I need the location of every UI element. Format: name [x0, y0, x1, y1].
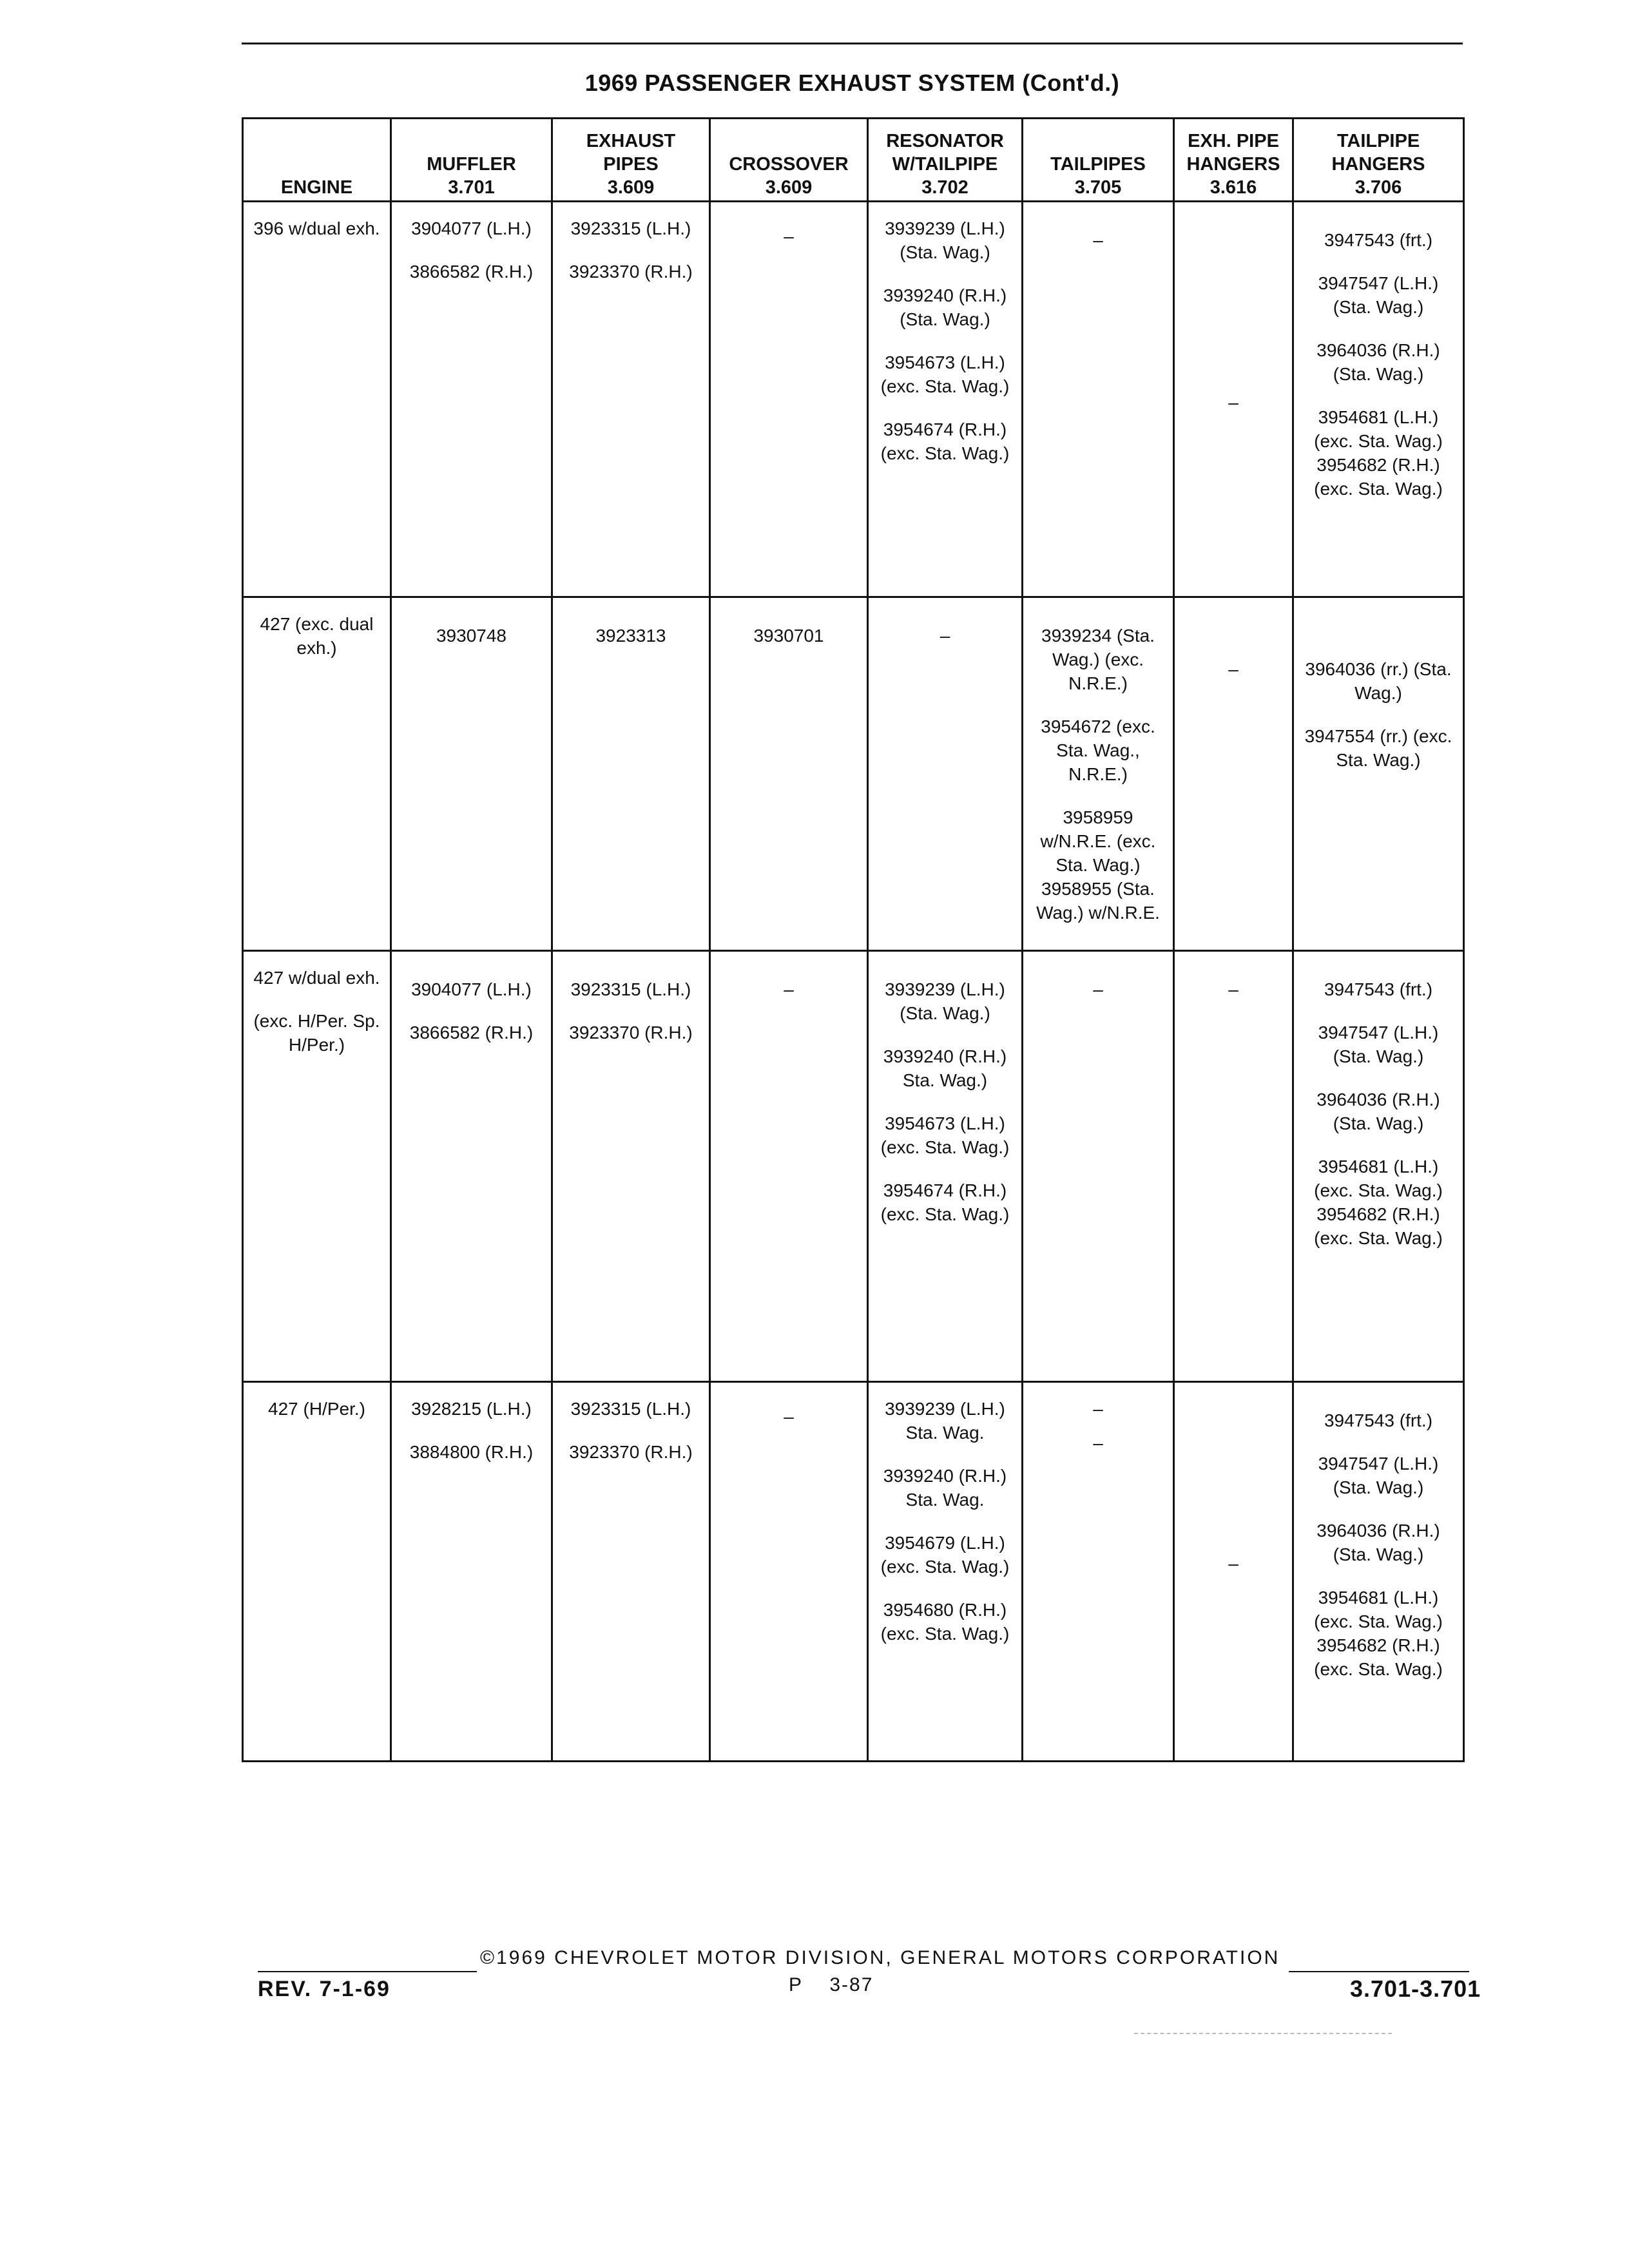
header-exh-pipe-hangers: EXH. PIPE HANGERS 3.616 [1174, 119, 1293, 202]
exhaust-parts-table [242, 117, 1465, 1762]
header-tailpipe-hangers: TAILPIPE HANGERS 3.706 [1293, 119, 1464, 202]
exh-pipe-hangers-cell: – [1174, 951, 1293, 1382]
header-resonator: RESONATOR W/TAILPIPE 3.702 [868, 119, 1023, 202]
resonator-cell: 3939239 (L.H.) (Sta. Wag.) 3939240 (R.H.) Sta. Wag.) 3954673 (L.H.) (exc. Sta. Wag.) 3954674 (R.H.) (exc. Sta. Wag.) [868, 951, 1023, 1382]
tailpipe-hangers-cell: 3964036 (rr.) (Sta. Wag.) 3947554 (rr.) (exc. Sta. Wag.) [1293, 597, 1464, 951]
header-engine: ENGINE [243, 119, 391, 202]
table-row [243, 202, 1464, 597]
page-number: P 3-87 [789, 1974, 874, 1995]
section-number: 3.701-3.701 [1350, 1975, 1481, 2002]
crossover-cell: 3930701 [710, 597, 868, 951]
tailpipes-cell: – [1023, 202, 1174, 597]
table-row [243, 1382, 1464, 1762]
exhaust-pipes-cell: 3923315 (L.H.) 3923370 (R.H.) [552, 1382, 710, 1762]
tailpipe-hangers-cell: 3947543 (frt.) 3947547 (L.H.) (Sta. Wag.) 3964036 (R.H.) (Sta. Wag.) 3954681 (L.H.) (exc. Sta. Wag.) 3954682 (R.H.) (exc. Sta. Wag.) [1293, 202, 1464, 597]
page-title: 1969 PASSENGER EXHAUST SYSTEM (Cont'd.) [584, 70, 1120, 96]
tailpipes-cell: – [1023, 951, 1174, 1382]
header-row [243, 119, 1464, 202]
tailpipes-cell: 3939234 (Sta. Wag.) (exc. N.R.E.) 3954672 (exc. Sta. Wag., N.R.E.) 3958959 w/N.R.E. (exc. Sta. Wag.) 3958955 (Sta. Wag.) w/N.R.E. [1023, 597, 1174, 951]
exhaust-pipes-cell: 3923315 (L.H.) 3923370 (R.H.) [552, 951, 710, 1382]
resonator-cell: 3939239 (L.H.) (Sta. Wag.) 3939240 (R.H.) (Sta. Wag.) 3954673 (L.H.) (exc. Sta. Wag.) 3954674 (R.H.) (exc. Sta. Wag.) [868, 202, 1023, 597]
engine-cell: 427 (H/Per.) [243, 1382, 391, 1762]
footer-rule-right [1289, 1971, 1469, 1972]
exhaust-pipes-cell: 3923315 (L.H.) 3923370 (R.H.) [552, 202, 710, 597]
exh-pipe-hangers-cell: – [1174, 597, 1293, 951]
resonator-cell: – [868, 597, 1023, 951]
engine-cell: 396 w/dual exh. [243, 202, 391, 597]
crossover-cell: – [710, 202, 868, 597]
muffler-cell: 3904077 (L.H.) 3866582 (R.H.) [391, 202, 552, 597]
engine-cell: 427 w/dual exh. (exc. H/Per. Sp. H/Per.) [243, 951, 391, 1382]
crossover-cell: – [710, 1382, 868, 1762]
resonator-cell: 3939239 (L.H.) Sta. Wag. 3939240 (R.H.) Sta. Wag. 3954679 (L.H.) (exc. Sta. Wag.) 3954680 (R.H.) (exc. Sta. Wag.) [868, 1382, 1023, 1762]
exh-pipe-hangers-cell: – [1174, 202, 1293, 597]
scan-artifact [1134, 2033, 1392, 2034]
muffler-cell: 3928215 (L.H.) 3884800 (R.H.) [391, 1382, 552, 1762]
footer-rule-left [258, 1971, 477, 1972]
tailpipe-hangers-cell: 3947543 (frt.) 3947547 (L.H.) (Sta. Wag.) 3964036 (R.H.) (Sta. Wag.) 3954681 (L.H.) (exc. Sta. Wag.) 3954682 (R.H.) (exc. Sta. Wag.) [1293, 951, 1464, 1382]
exh-pipe-hangers-cell: – [1174, 1382, 1293, 1762]
tailpipes-cell: – – [1023, 1382, 1174, 1762]
engine-cell: 427 (exc. dual exh.) [243, 597, 391, 951]
header-crossover: CROSSOVER 3.609 [710, 119, 868, 202]
header-muffler: MUFFLER 3.701 [391, 119, 552, 202]
table-row [243, 951, 1464, 1382]
header-tailpipes: TAILPIPES 3.705 [1023, 119, 1174, 202]
exhaust-pipes-cell: 3923313 [552, 597, 710, 951]
muffler-cell: 3930748 [391, 597, 552, 951]
header-exhaust-pipes: EXHAUST PIPES 3.609 [552, 119, 710, 202]
tailpipe-hangers-cell: 3947543 (frt.) 3947547 (L.H.) (Sta. Wag.) 3964036 (R.H.) (Sta. Wag.) 3954681 (L.H.) (exc. Sta. Wag.) 3954682 (R.H.) (exc. Sta. Wag.) [1293, 1382, 1464, 1762]
top-rule [242, 43, 1463, 44]
table-row [243, 597, 1464, 951]
footer-copyright: ©1969 CHEVROLET MOTOR DIVISION, GENERAL MOTORS CORPORATION [480, 1947, 1280, 1968]
revision-date: REV. 7-1-69 [258, 1977, 390, 2001]
muffler-cell: 3904077 (L.H.) 3866582 (R.H.) [391, 951, 552, 1382]
crossover-cell: – [710, 951, 868, 1382]
